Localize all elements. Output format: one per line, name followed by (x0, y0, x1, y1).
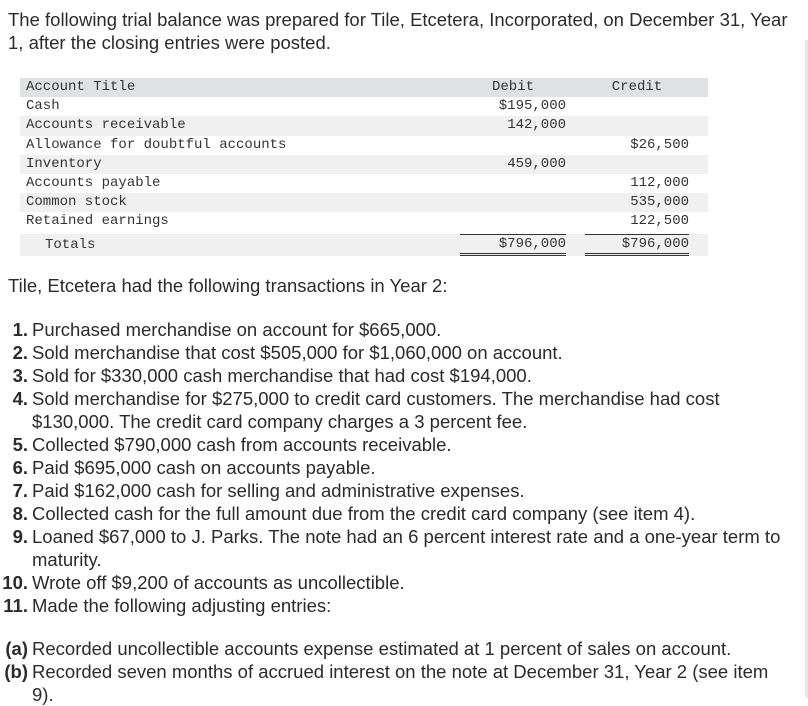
item-text: Recorded seven months of accrued interest on the note at December 31, Year 2 (see item 9). (32, 661, 769, 705)
item-text: Sold merchandise for $275,000 to credit card customers. The merchandise had cost $130,000. The credit card company charges a 3 percent fee. (32, 388, 720, 432)
table-row (20, 97, 708, 116)
list-item (0, 387, 790, 433)
list-item (0, 502, 790, 525)
intro-paragraph: The following trial balance was prepared for Tile, Etcetera, Incorporated, on December 31, Year 1, after the closing entries were posted. (8, 9, 788, 53)
item-number: 10. (2, 572, 28, 593)
item-text: Paid $162,000 cash for selling and administrative expenses. (32, 480, 525, 501)
account-title: Inventory (26, 155, 102, 172)
item-number: 11. (3, 595, 28, 616)
item-number: 2. (12, 342, 28, 363)
item-text: Paid $695,000 cash on accounts payable. (32, 457, 376, 478)
item-number: 1. (12, 319, 28, 340)
item-number: 4. (12, 388, 28, 409)
item-number: 7. (12, 480, 28, 501)
header-credit: Credit (611, 79, 663, 95)
debit-value: 142,000 (507, 117, 566, 134)
item-number: 3. (12, 365, 28, 386)
list-item (0, 318, 790, 341)
table-row (20, 174, 708, 193)
table-row (20, 193, 708, 212)
debit-value: $195,000 (498, 98, 566, 115)
item-number: 6. (12, 457, 28, 478)
list-item (0, 479, 790, 502)
item-text: Collected $790,000 cash from accounts receivable. (32, 434, 452, 455)
account-title: Accounts receivable (26, 117, 186, 134)
list-item (0, 660, 790, 706)
credit-value: 535,000 (630, 194, 689, 211)
item-number: 9. (12, 526, 28, 547)
item-text: Wrote off $9,200 of accounts as uncollectible. (32, 572, 405, 593)
account-title: Retained earnings (26, 213, 169, 230)
list-item (0, 364, 790, 387)
credit-value: 112,000 (630, 174, 689, 191)
item-letter: (a) (5, 638, 28, 659)
table-row (20, 212, 708, 231)
list-item (0, 341, 790, 364)
table-row (20, 155, 708, 174)
totals-label: Totals (45, 236, 96, 253)
total-credit: $796,000 (585, 234, 689, 256)
item-number: 5. (12, 434, 28, 455)
item-text: Purchased merchandise on account for $665,000. (32, 319, 442, 340)
table-row (20, 136, 708, 155)
totals-row (20, 234, 708, 256)
account-title: Cash (26, 98, 60, 115)
table-row (20, 116, 708, 135)
list-item (0, 594, 790, 617)
credit-value: $26,500 (630, 136, 689, 153)
item-text: Made the following adjusting entries: (32, 595, 332, 616)
account-title: Accounts payable (26, 174, 161, 191)
list-item (0, 433, 790, 456)
item-text: Sold merchandise that cost $505,000 for $1,060,000 on account. (32, 342, 563, 363)
total-debit: $796,000 (460, 234, 566, 256)
item-number: 8. (12, 503, 28, 524)
account-title: Common stock (26, 194, 127, 211)
item-text: Recorded uncollectible accounts expense estimated at 1 percent of sales on account. (32, 638, 732, 659)
item-letter: (b) (4, 661, 28, 682)
list-item (0, 525, 790, 571)
item-text: Loaned $67,000 to J. Parks. The note had an 6 percent interest rate and a one-year term to maturity. (32, 526, 781, 570)
header-account-title: Account Title (26, 79, 136, 95)
adjusting-entries-list (0, 637, 790, 706)
header-debit: Debit (491, 79, 534, 95)
transactions-list (0, 318, 790, 617)
list-item (0, 637, 790, 660)
item-text: Collected cash for the full amount due from the credit card company (see item 4). (32, 503, 696, 524)
credit-value: 122,500 (630, 213, 689, 230)
debit-value: 459,000 (507, 155, 566, 172)
account-title: Allowance for doubtful accounts (26, 136, 287, 153)
list-item (0, 571, 790, 594)
transactions-intro: Tile, Etcetera had the following transactions in Year 2: (8, 275, 448, 296)
trial-balance-table (20, 78, 708, 256)
table-header-row (20, 78, 708, 97)
item-text: Sold for $330,000 cash merchandise that had cost $194,000. (32, 365, 532, 386)
list-item (0, 456, 790, 479)
